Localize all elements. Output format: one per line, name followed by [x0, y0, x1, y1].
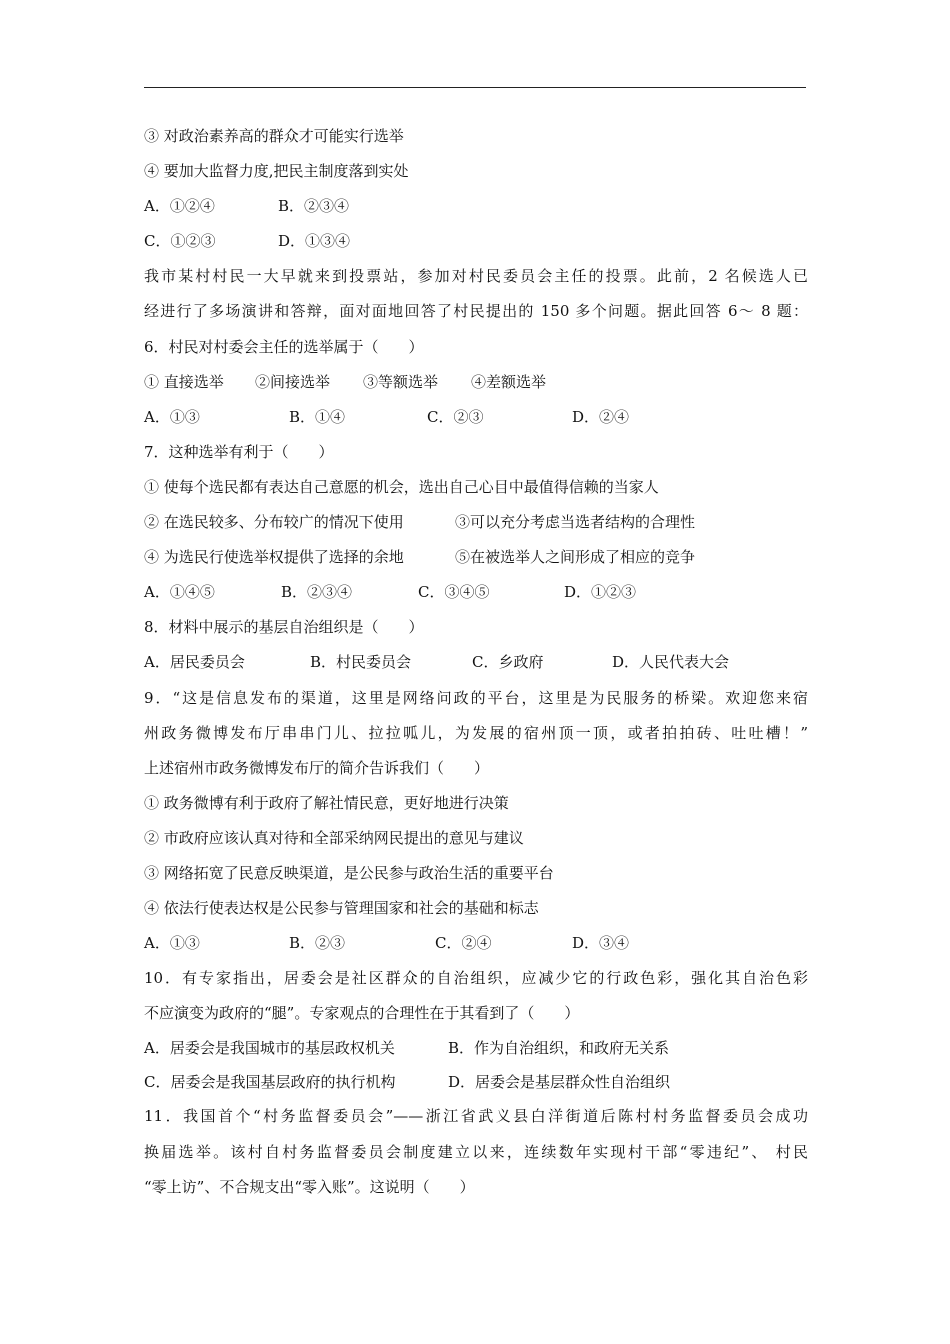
q10-option-b: B．作为自治组织，和政府无关系	[448, 1039, 670, 1058]
q7-statements-2-3	[144, 505, 808, 540]
q6-statement-2: ②间接选举	[255, 372, 331, 391]
q6-option-c: C．②③	[427, 407, 484, 426]
q9-stem-line-1: 9．“这是信息发布的渠道，这里是网络问政的平台，这里是为民服务的桥梁。欢迎您来宿	[144, 688, 808, 707]
q10-options-row-1	[144, 1031, 808, 1065]
header-rule	[144, 87, 806, 88]
q7-stem: 7．这种选举有利于（ ）	[144, 442, 334, 461]
q8-option-c: C．乡政府	[472, 653, 544, 672]
q10-option-a: A．居委会是我国城市的基层政权机关	[144, 1039, 395, 1058]
q9-option-d: D．③④	[572, 934, 630, 953]
q7-statement-4: ④ 为选民行使选举权提供了选择的余地	[144, 548, 404, 567]
q8-option-a: A．居民委员会	[144, 653, 245, 672]
q7-statement-3: ③可以充分考虑当选者结构的合理性	[455, 513, 696, 532]
q7-option-d: D．①②③	[564, 583, 637, 602]
q7-statement-1: ① 使每个选民都有表达自己意愿的机会，选出自己心目中最值得信赖的当家人	[144, 477, 659, 496]
q5-option-d: D．①③④	[278, 232, 351, 251]
q7-option-b: B．②③④	[281, 583, 353, 602]
q10-options-row-2	[144, 1065, 808, 1099]
q5-option-b: B．②③④	[278, 197, 350, 216]
q9-option-a: A．①③	[144, 934, 200, 953]
q8-option-d: D．人民代表大会	[612, 653, 730, 672]
q5-statement-4: ④ 要加大监督力度,把民主制度落到实处	[144, 162, 409, 181]
q7-option-c: C．③④⑤	[418, 583, 490, 602]
q10-stem-line-2: 不应演变为政府的“腿”。专家观点的合理性在于其看到了（ ）	[144, 1004, 580, 1023]
q5-statement-3: ③ 对政治素养高的群众才可能实行选举	[144, 127, 404, 145]
q6-statements	[144, 365, 808, 400]
q9-options	[144, 926, 808, 961]
exam-page	[144, 119, 808, 1205]
q7-statement-5: ⑤在被选举人之间形成了相应的竞争	[455, 548, 696, 567]
q7-options	[144, 575, 808, 610]
q6-option-a: A．①③	[144, 407, 200, 426]
q7-statements-4-5	[144, 540, 808, 575]
q8-options	[144, 645, 808, 680]
q7-option-a: A．①④⑤	[144, 583, 215, 602]
q6-statement-4: ④差额选举	[471, 372, 547, 391]
q5-options-row-1	[144, 189, 808, 224]
q6-statement-1: ① 直接选举	[144, 372, 224, 391]
q10-stem-line-1: 10．有专家指出，居委会是社区群众的自治组织，应减少它的行政色彩，强化其自治色彩	[144, 969, 808, 988]
q9-statement-1: ① 政务微博有利于政府了解社情民意，更好地进行决策	[144, 793, 509, 812]
material-intro-line-2: 经进行了多场演讲和答辩，面对面地回答了村民提出的 150 多个问题。据此回答 6～ 8 题：	[144, 302, 808, 321]
q11-stem-line-1: 11．我国首个“村务监督委员会”——浙江省武义县白洋街道后陈村村务监督委员会成功	[144, 1107, 808, 1126]
q11-stem-line-3: “零上访”、不合规支出“零入账”。这说明（ ）	[144, 1177, 475, 1196]
material-intro-line-1: 我市某村村民一大早就来到投票站，参加对村民委员会主任的投票。此前，2 名候选人已	[144, 267, 808, 286]
q8-option-b: B．村民委员会	[310, 653, 412, 672]
q11-stem-line-2: 换届选举。该村自村务监督委员会制度建立以来，连续数年实现村干部“零违纪”、 村民	[144, 1142, 808, 1161]
q9-statement-3: ③ 网络拓宽了民意反映渠道，是公民参与政治生活的重要平台	[144, 863, 554, 882]
q10-option-d: D．居委会是基层群众性自治组织	[448, 1073, 671, 1092]
q8-stem: 8．材料中展示的基层自治组织是（ ）	[144, 618, 424, 637]
q10-option-c: C．居委会是我国基层政府的执行机构	[144, 1073, 396, 1092]
q9-option-b: B．②③	[289, 934, 346, 953]
q9-option-c: C．②④	[435, 934, 492, 953]
q7-statement-2: ② 在选民较多、分布较广的情况下使用	[144, 513, 404, 532]
q5-options-row-2	[144, 224, 808, 259]
q9-statement-4: ④ 依法行使表达权是公民参与管理国家和社会的基础和标志	[144, 899, 539, 918]
q6-option-d: D．②④	[572, 407, 630, 426]
q9-stem-line-2: 州政务微博发布厅串串门儿、拉拉呱儿，为发展的宿州顶一顶，或者拍拍砖、吐吐槽！”	[144, 723, 808, 742]
q6-option-b: B．①④	[289, 407, 346, 426]
q5-option-c: C．①②③	[144, 232, 216, 251]
q6-stem: 6．村民对村委会主任的选举属于（ ）	[144, 337, 424, 356]
q9-statement-2: ② 市政府应该认真对待和全部采纳网民提出的意见与建议	[144, 828, 524, 847]
q6-options	[144, 400, 808, 435]
q9-stem-line-3: 上述宿州市政务微博发布厅的简介告诉我们（ ）	[144, 758, 490, 777]
q5-option-a: A．①②④	[144, 197, 215, 216]
q6-statement-3: ③等额选举	[363, 372, 439, 391]
